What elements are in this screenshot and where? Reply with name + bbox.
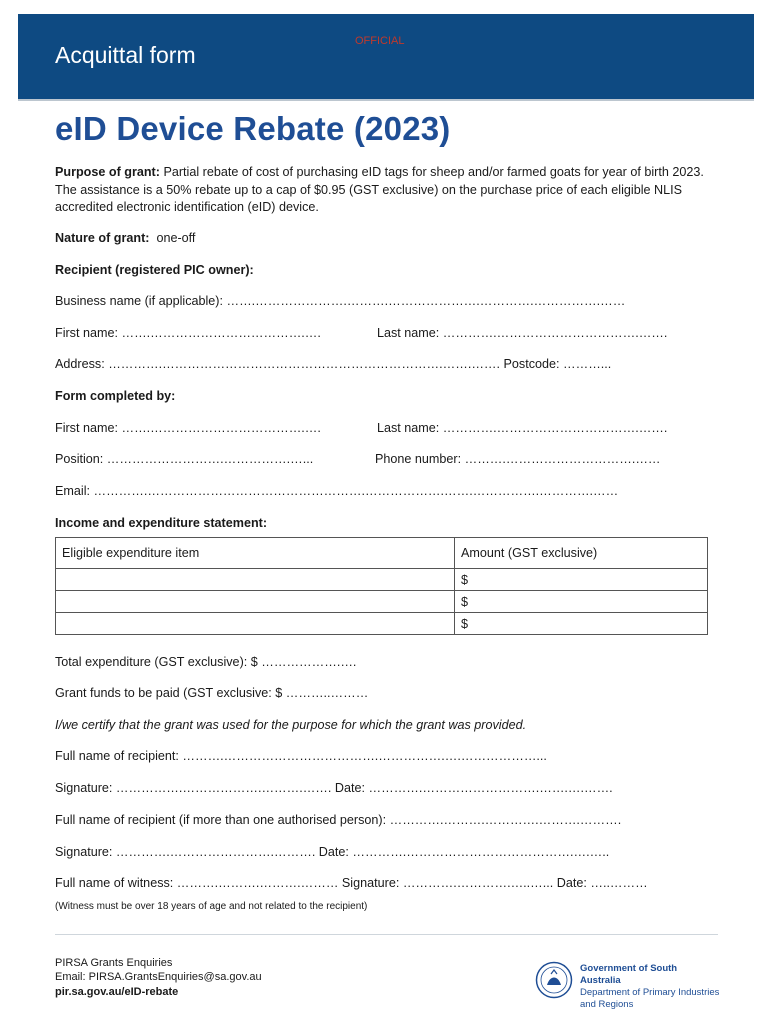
witness-row[interactable]: Full name of witness: ……….……….……….……… Signature: ………….………….…..…... Date: …..……… xyxy=(55,876,648,890)
banner-title: Acquittal form xyxy=(55,42,196,68)
nature-label: Nature of grant: xyxy=(55,231,150,245)
footer-divider xyxy=(55,934,718,935)
business-name-field[interactable]: Business name (if applicable): …….………………….……….………………….………….…………….…… xyxy=(55,294,626,308)
purpose-paragraph xyxy=(55,164,710,217)
completed-last-name-field[interactable]: Last name: ………….…………………………….……. xyxy=(377,421,668,435)
amount-cell[interactable]: $ xyxy=(455,591,708,613)
table-row xyxy=(56,569,708,591)
position-field[interactable]: Position: ……………………….…………….…... xyxy=(55,452,314,466)
signature-date-row-2[interactable]: Signature: ………….…………………….………. Date: ………….………………………………….….….. xyxy=(55,845,610,859)
document-title: eID Device Rebate (2023) xyxy=(55,110,451,147)
recipient-full-name-2-field[interactable]: Full name of recipient (if more than one authorised person): ………….……….………….……….………. xyxy=(55,813,622,827)
recipient-heading: Recipient (registered PIC owner): xyxy=(55,263,254,277)
footer-email[interactable]: Email: PIRSA.GrantsEnquiries@sa.gov.au xyxy=(55,971,262,983)
government-logo xyxy=(535,961,720,1010)
column-header-item: Eligible expenditure item xyxy=(56,538,455,569)
nature-value: one-off xyxy=(156,231,196,245)
certification-statement: I/we certify that the grant was used for the purpose for which the grant was provided. xyxy=(55,718,527,732)
recipient-first-name-field[interactable]: First name: …….……………………………….…. xyxy=(55,326,321,340)
item-cell[interactable] xyxy=(56,591,455,613)
amount-cell[interactable]: $ xyxy=(455,569,708,591)
expenditure-table xyxy=(55,537,708,635)
footer-website[interactable]: pir.sa.gov.au/eID-rebate xyxy=(55,986,179,998)
item-cell[interactable] xyxy=(56,613,455,635)
footer-enquiries: PIRSA Grants Enquiries xyxy=(55,957,173,969)
amount-cell[interactable]: $ xyxy=(455,613,708,635)
recipient-last-name-field[interactable]: Last name: ………….…………………………….……. xyxy=(377,326,668,340)
statement-heading: Income and expenditure statement: xyxy=(55,516,268,530)
completed-by-heading: Form completed by: xyxy=(55,389,176,403)
logo-government: Government of South Australia xyxy=(580,963,678,986)
logo-regions: and Regions xyxy=(580,999,634,1010)
logo-text xyxy=(580,963,720,1011)
header-banner xyxy=(18,14,754,101)
table-row xyxy=(56,591,708,613)
table-header-row xyxy=(56,538,708,569)
email-field[interactable]: Email: ………….…………………………………………….……………….…….…………….………….…… xyxy=(55,484,619,498)
phone-number-field[interactable]: Phone number: ……….………………………….…… xyxy=(375,452,661,466)
table-row xyxy=(56,613,708,635)
completed-first-name-field[interactable]: First name: …….……………………………….…. xyxy=(55,421,321,435)
logo-department: Department of Primary Industries xyxy=(580,987,720,998)
total-expenditure-field[interactable]: Total expenditure (GST exclusive): $ ……………….…. xyxy=(55,655,357,669)
address-field[interactable]: Address: ………….………………………………………………………….…….……. Postcode: ………... xyxy=(55,357,612,371)
recipient-full-name-field[interactable]: Full name of recipient: ……….……………………………….…………….….………………... xyxy=(55,749,547,763)
crest-icon xyxy=(535,961,573,999)
witness-note: (Witness must be over 18 years of age and not related to the recipient) xyxy=(55,901,368,912)
signature-date-row-1[interactable]: Signature: …………….……………….……….……. Date: ………….……………………….…….….……. xyxy=(55,781,613,795)
purpose-text: Partial rebate of cost of purchasing eID tags for sheep and/or farmed goats for year of birth 2023. The assistance is a 50% rebate up to a cap of $0.95 (GST exclusive) on the purchase price of each eligible NLIS accredited electronic identification (eID) device. xyxy=(55,165,704,214)
item-cell[interactable] xyxy=(56,569,455,591)
nature-row xyxy=(55,231,195,245)
classification-label: OFFICIAL xyxy=(355,35,405,47)
grant-funds-field[interactable]: Grant funds to be paid (GST exclusive: $ ………..……… xyxy=(55,686,369,700)
column-header-amount: Amount (GST exclusive) xyxy=(455,538,708,569)
purpose-label: Purpose of grant: xyxy=(55,165,160,179)
